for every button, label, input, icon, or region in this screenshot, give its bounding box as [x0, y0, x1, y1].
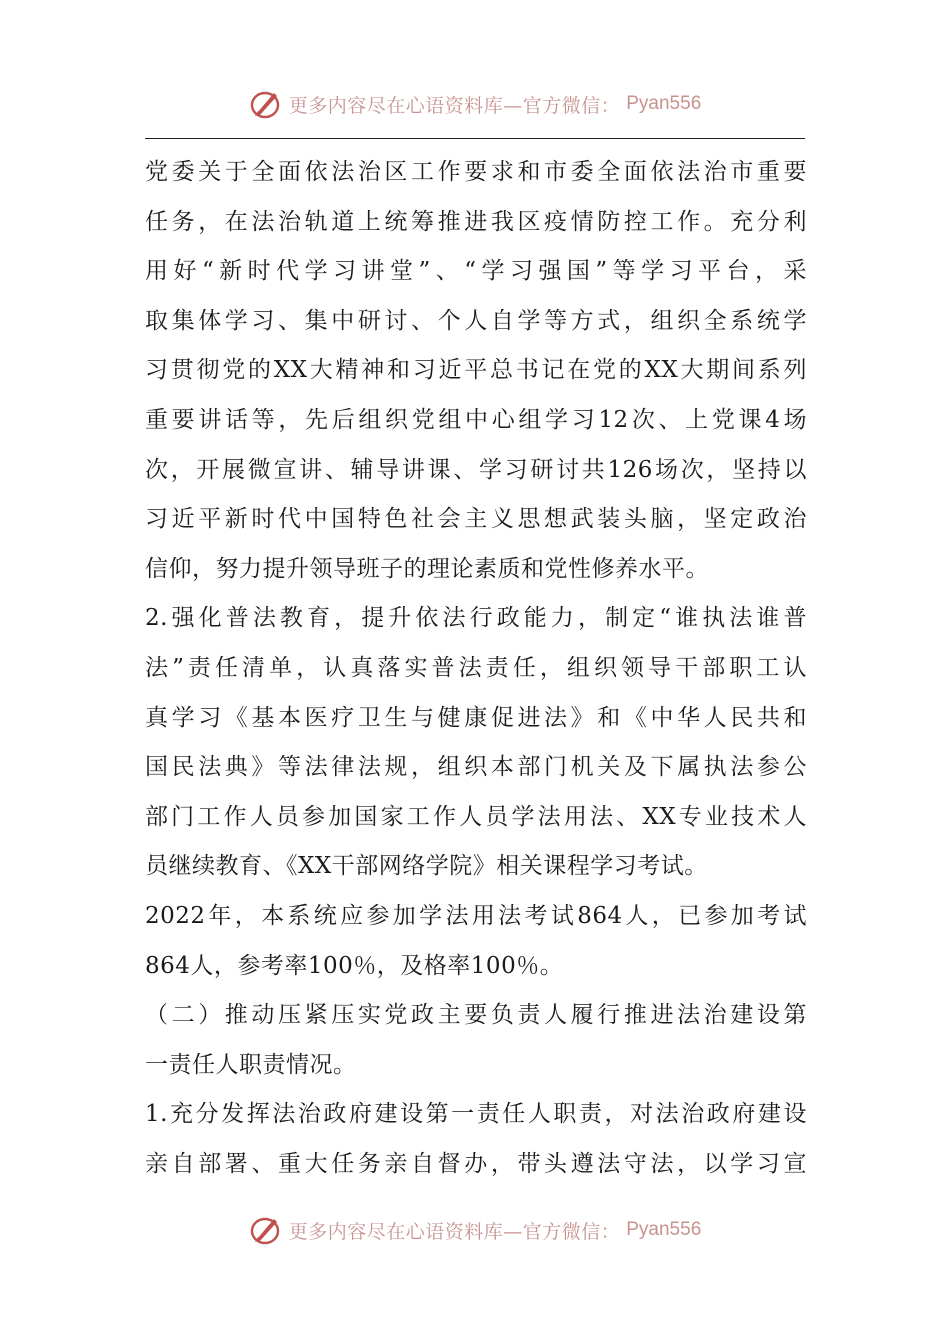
text-line: 重要讲话等，先后组织党组中心组学习12次、上党课4场	[145, 406, 807, 433]
text-line: 员继续教育、《XX干部网络学院》相关课程学习考试。	[145, 853, 708, 880]
quill-logo-icon	[249, 87, 283, 121]
text-line: 党委关于全面依法治区工作要求和市委全面依法治市重要	[145, 159, 807, 185]
text-line: 次，开展微宣讲、辅导讲课、学习研讨共126场次，坚持以	[145, 456, 807, 483]
text-line: 习贯彻党的XX大精神和习近平总书记在党的XX大期间系列	[145, 357, 807, 384]
text-line: 2022年，本系统应参加学法用法考试864人，已参加考试	[145, 902, 807, 929]
footer-watermark-group	[249, 1213, 702, 1247]
text-line: 取集体学习、集中研讨、个人自学等方式，组织全系统学	[145, 307, 807, 334]
text-line: 亲自部署、重大任务亲自督办，带头遵法守法，以学习宣	[145, 1150, 807, 1177]
header-watermark-handle: Pyan556	[626, 93, 702, 114]
text-line: 任务，在法治轨道上统筹推进我区疫情防控工作。充分利	[145, 208, 807, 235]
text-line: 真学习《基本医疗卫生与健康促进法》和《中华人民共和	[145, 704, 807, 731]
header-watermark-text: 更多内容尽在心语资料库—官方微信：	[288, 94, 621, 117]
text-line: 864人，参考率100％，及格率100％。	[145, 952, 564, 979]
footer-watermark-handle: Pyan556	[626, 1219, 702, 1240]
section-heading-line: 一责任人职责情况。	[145, 1051, 357, 1078]
text-line: 法”责任清单，认真落实普法责任，组织领导干部职工认	[145, 654, 807, 681]
quill-logo-icon	[249, 1213, 283, 1247]
footer-watermark-text: 更多内容尽在心语资料库—官方微信：	[288, 1220, 621, 1243]
text-line: 信仰，努力提升领导班子的理论素质和党性修养水平。	[145, 555, 709, 582]
section-heading-line: （二）推动压紧压实党政主要负责人履行推进法治建设第	[145, 1002, 807, 1029]
text-line: 2.强化普法教育，提升依法行政能力，制定“谁执法谁普	[145, 605, 807, 632]
text-line: 国民法典》等法律法规，组织本部门机关及下属执法参公	[145, 754, 807, 781]
document-body	[145, 148, 807, 1189]
text-line: 1.充分发挥法治政府建设第一责任人职责，对法治政府建设	[145, 1101, 807, 1128]
header-watermark	[0, 84, 950, 124]
header-rule	[145, 138, 805, 139]
text-line: 用好“新时代学习讲堂”、“学习强国”等学习平台，采	[145, 258, 807, 285]
text-line: 习近平新时代中国特色社会主义思想武装头脑，坚定政治	[145, 506, 807, 533]
header-watermark-group	[249, 87, 702, 121]
footer-watermark	[0, 1210, 950, 1250]
text-line: 部门工作人员参加国家工作人员学法用法、XX专业技术人	[145, 803, 807, 830]
